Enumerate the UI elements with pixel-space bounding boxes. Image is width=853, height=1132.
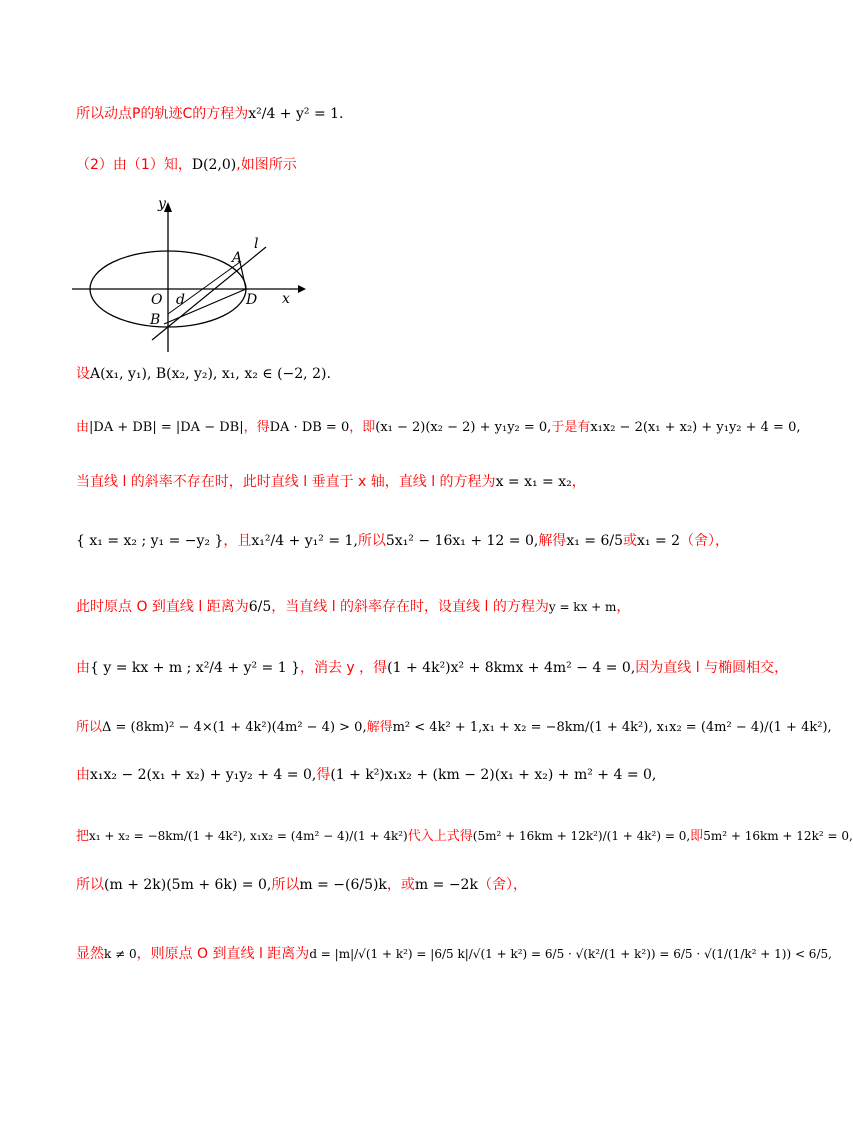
- x-label: x: [282, 291, 290, 307]
- point-b-label: B: [150, 312, 161, 328]
- line-5: [76, 472, 586, 492]
- text: 当直线 l 的斜率不存在时，此时直线 l 垂直于 x 轴，直线 l 的方程为: [76, 474, 496, 490]
- line-6: [76, 531, 729, 551]
- equation: m = −(6/5)k: [299, 877, 387, 893]
- equation: x₁ + x₂ = −8km/(1 + 4k²), x₁x₂ = (4m² − 4)/(1 + 4k²): [89, 829, 408, 843]
- text: ，得: [243, 420, 270, 435]
- text: 解得: [366, 720, 393, 735]
- text: 即: [690, 829, 704, 844]
- equation: (5m² + 16km + 12k²)/(1 + 4k²) = 0,: [472, 829, 691, 843]
- text: 代入上式得: [407, 829, 473, 844]
- line-1: [76, 104, 344, 124]
- line-11: [76, 826, 853, 847]
- line-7: [76, 597, 630, 617]
- line-4: [76, 418, 801, 438]
- text: ，: [571, 474, 586, 490]
- ellipse-figure: [68, 192, 308, 357]
- equation: x = x₁ = x₂: [495, 474, 572, 490]
- equation: x₁ = 2: [636, 533, 681, 549]
- origin-label: O: [151, 292, 163, 308]
- equation: k ≠ 0: [104, 947, 137, 961]
- line-8: [76, 658, 788, 678]
- text: ，且: [223, 533, 252, 549]
- equation: x₁²/4 + y₁² = 1,: [251, 533, 358, 549]
- equation: y = kx + m: [548, 600, 617, 614]
- line-13: [76, 944, 832, 964]
- text: ，当直线 l 的斜率存在时，设直线 l 的方程为: [271, 599, 549, 615]
- text: 或: [622, 533, 637, 549]
- text: 由: [76, 420, 90, 435]
- equation: x₁x₂ − 2(x₁ + x₂) + y₁y₂ + 4 = 0,: [590, 420, 801, 435]
- text: ，消去 y ，得: [299, 660, 388, 676]
- text: 设: [76, 366, 90, 382]
- text: ，即: [349, 420, 376, 435]
- equation: (x₁ − 2)(x₂ − 2) + y₁y₂ = 0,: [375, 420, 552, 435]
- text: 所以: [76, 720, 103, 735]
- text: ，: [616, 599, 631, 615]
- equation: x₁ + x₂ = −8km/(1 + 4k²), x₁x₂ = (4m² − 4)/(1 + 4k²),: [482, 720, 832, 735]
- text: 于是有: [551, 420, 591, 435]
- l-label: l: [254, 236, 259, 252]
- text: 此时原点 O 到直线 l 距离为: [76, 599, 249, 615]
- point-a-label: A: [232, 250, 243, 266]
- equation: d = |m|/√(1 + k²) = |6/5 k|/√(1 + k²) = 6/5 · √(k²/(1 + k²)) = 6/5 · √(1/(1/k² + 1)) < 6/5,: [309, 947, 832, 961]
- equation: (m + 2k)(5m + 6k) = 0,: [104, 877, 272, 893]
- equation: (1 + k²)x₁x₂ + (km − 2)(x₁ + x₂) + m² + 4 = 0,: [330, 767, 657, 783]
- equation: x²/4 + y² = 1.: [248, 106, 344, 122]
- point-d-label: D: [246, 292, 258, 308]
- equation: m = −2k: [414, 877, 478, 893]
- equation: DA · DB = 0: [269, 420, 350, 435]
- equation: x₁x₂ − 2(x₁ + x₂) + y₁y₂ + 4 = 0,: [90, 767, 317, 783]
- equation: |DA + DB| = |DA − DB|: [89, 420, 244, 435]
- text: （舍），: [477, 877, 527, 893]
- text: 因为直线 l 与椭圆相交，: [635, 660, 789, 676]
- text: ,如图所示: [236, 157, 297, 173]
- text: 解得: [538, 533, 567, 549]
- line-9: [76, 718, 832, 738]
- line-12: [76, 875, 527, 895]
- text: 所以: [357, 533, 386, 549]
- text: 把: [76, 829, 90, 844]
- line-3: [76, 364, 331, 384]
- equation: { y = kx + m ; x²/4 + y² = 1 }: [90, 660, 300, 676]
- equation: 5m² + 16km + 12k² = 0,: [703, 829, 853, 843]
- line-2: [76, 155, 297, 175]
- text: 显然: [76, 946, 104, 962]
- text: （舍），: [680, 533, 730, 549]
- equation: 6/5: [248, 599, 272, 615]
- y-label: y: [158, 196, 166, 212]
- text: 由: [76, 767, 90, 783]
- d-label: d: [176, 292, 185, 308]
- equation: Δ = (8km)² − 4×(1 + 4k²)(4m² − 4) > 0,: [102, 720, 367, 735]
- text: 所以: [76, 877, 104, 893]
- equation: m² < 4k² + 1,: [392, 720, 483, 735]
- equation: x₁ = 6/5: [566, 533, 623, 549]
- text: 得: [316, 767, 331, 783]
- text: ，则原点 O 到直线 l 距离为: [136, 946, 310, 962]
- text: 所以: [271, 877, 300, 893]
- equation: D(2,0): [191, 157, 237, 173]
- text: 由: [76, 660, 90, 676]
- line-10: [76, 765, 656, 785]
- text: 所以动点P的轨迹C的方程为: [76, 106, 249, 122]
- equation: 5x₁² − 16x₁ + 12 = 0,: [385, 533, 539, 549]
- text: （2）由（1）知，: [76, 157, 192, 173]
- text: ，或: [386, 877, 415, 893]
- equation: A(x₁, y₁), B(x₂, y₂), x₁, x₂ ∈ (−2, 2).: [90, 366, 331, 382]
- equation: (1 + 4k²)x² + 8kmx + 4m² − 4 = 0,: [387, 660, 636, 676]
- equation: { x₁ = x₂ ; y₁ = −y₂ }: [76, 533, 224, 549]
